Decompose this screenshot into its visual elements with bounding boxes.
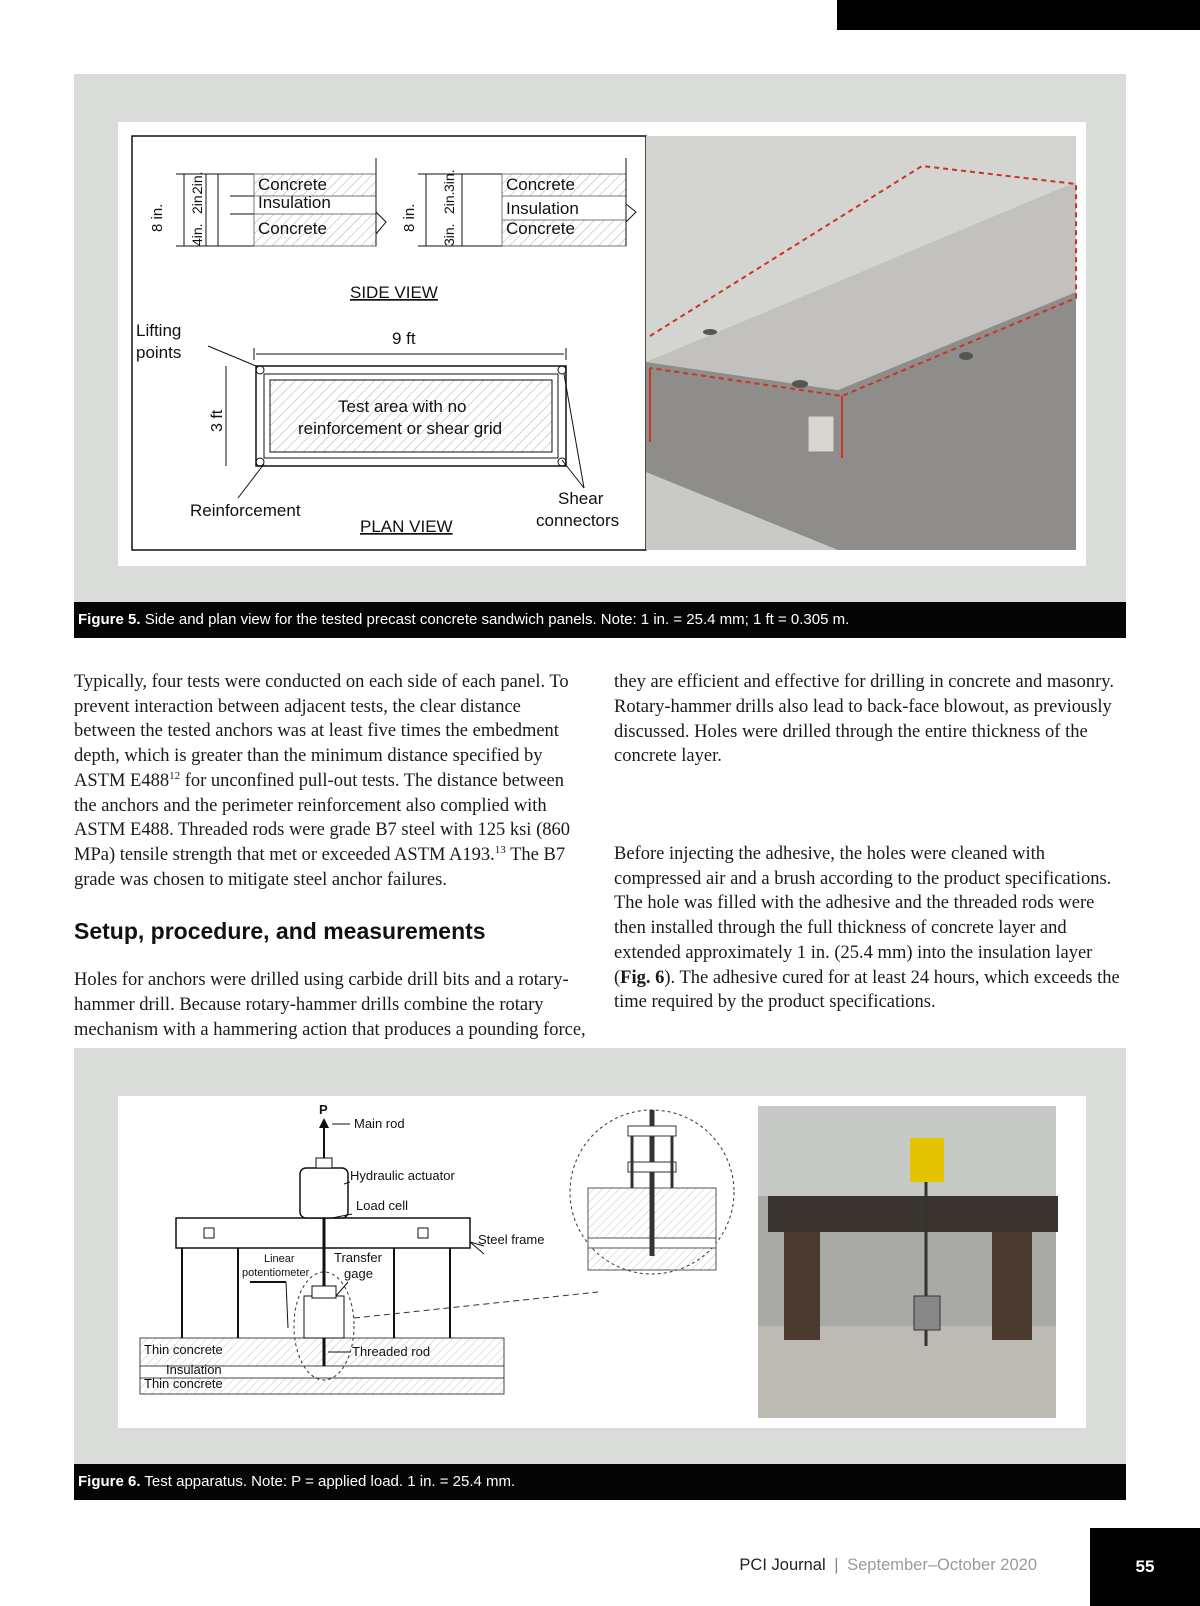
figure-5-image	[118, 122, 1086, 566]
label-load-cell: Load cell	[356, 1198, 409, 1213]
dim-3in-b: 3in.	[441, 169, 457, 192]
figure-6	[74, 1048, 1126, 1500]
label-concrete-2: Concrete	[258, 219, 327, 238]
dim-3in-a: 3in.	[441, 223, 457, 246]
page-footer	[739, 1556, 1037, 1575]
test-area-label-1: Test area with no	[338, 397, 467, 416]
label-main-rod: Main rod	[354, 1116, 405, 1131]
panel-photo	[646, 136, 1076, 550]
figure-6-caption	[74, 1464, 1126, 1500]
paragraph-3: Before injecting the adhesive, the holes were cleaned with compressed air and a brush according to the product specifications. The hole was filled with the adhesive and the threaded rods were then installed through the full thickness of concrete layer and extended approximately 1 in. (25.4 mm) into the insulation layer (Fig. 6). The adhesive cured for at least 24 hours, which exceeds the time required by the product specifications.	[614, 844, 1120, 1013]
figure-6-label: Figure 6.	[78, 1473, 141, 1490]
dim-8in-left: 8 in.	[149, 203, 166, 232]
label-steel-frame: Steel frame	[478, 1232, 545, 1247]
lifting-label-1: Lifting	[136, 321, 182, 340]
issue-date: September–October 2020	[847, 1556, 1037, 1574]
dim-4in: 4in.	[189, 223, 205, 246]
figure-5	[74, 74, 1126, 638]
label-thin-concrete-1: Thin concrete	[144, 1342, 223, 1357]
label-concrete-1: Concrete	[258, 175, 327, 194]
figure-6-caption-text: Test apparatus. Note: P = applied load. 1 in. = 25.4 mm.	[144, 1473, 516, 1490]
dim-2in-c: 2in.	[441, 191, 457, 214]
footer-separator: |	[834, 1556, 839, 1574]
label-concrete-3: Concrete	[506, 175, 575, 194]
lifting-label-2: points	[136, 343, 182, 362]
photo-actuator	[910, 1138, 944, 1182]
text-column-right	[614, 670, 1126, 1039]
label-transfer-1: Transfer	[334, 1250, 382, 1265]
label-transfer-2: gage	[344, 1266, 373, 1281]
figure-6-image	[118, 1096, 1086, 1428]
figure-5-caption	[74, 602, 1126, 638]
figure-5-caption-text: Side and plan view for the tested precast concrete sandwich panels. Note: 1 in. = 25.4 mm; 1 ft = 0.305 m.	[144, 611, 850, 628]
dim-8in-right: 8 in.	[401, 203, 418, 232]
shear-label-1: Shear	[558, 489, 604, 508]
label-insulation-1: Insulation	[258, 193, 331, 212]
section-heading: Setup, procedure, and measurements	[74, 918, 486, 945]
text-column-left	[74, 670, 586, 1065]
shear-label-2: connectors	[536, 511, 620, 530]
label-concrete-4: Concrete	[506, 219, 575, 238]
figure-6-drawing	[118, 1096, 1086, 1428]
paragraph-2-continued: they are efficient and effective for drilling in concrete and masonry. Rotary-hammer drills also lead to back-face blowout, as previously discussed. Holes were drilled through the entire thickness of the concrete layer.	[614, 672, 1114, 767]
label-hydraulic: Hydraulic actuator	[350, 1168, 455, 1183]
label-threaded-rod: Threaded rod	[352, 1344, 431, 1359]
dim-3ft: 3 ft	[209, 409, 226, 432]
dim-9ft: 9 ft	[392, 329, 416, 348]
label-linear-1: Linear	[264, 1253, 295, 1265]
plan-view-title: PLAN VIEW	[360, 517, 453, 536]
label-thin-concrete-2: Thin concrete	[144, 1376, 223, 1391]
page-number: 55	[1090, 1528, 1200, 1606]
apparatus-photo	[758, 1106, 1058, 1418]
reinforcement-label: Reinforcement	[190, 501, 301, 520]
paragraph-1: Typically, four tests were conducted on each side of each panel. To prevent interaction between adjacent tests, the clear distance between the tested anchors was at least five times the embedment depth, which is greater than the minimum distance specified by ASTM $E488^{12}$ for unconfined pull-out tests. The distance between the anchors and the perimeter reinforcement also complied with ASTM E488. Threaded rods were grade B7 steel with 125 ksi (860 MPa) tensile strength that met or exceeded ASTM A193.13 The B7 grade was chosen to mitigate steel anchor failures.	[74, 672, 570, 890]
figure-5-label: Figure 5.	[78, 611, 141, 628]
journal-name: PCI Journal	[739, 1556, 826, 1574]
dim-2in-b: 2in.	[189, 171, 205, 194]
figure-5-drawing	[118, 122, 1086, 566]
detail-circle-large	[570, 1110, 734, 1274]
label-p: P	[319, 1102, 328, 1117]
header-bar	[837, 0, 1200, 30]
paragraph-2: Holes for anchors were drilled using carbide drill bits and a rotary-hammer drill. Because rotary-hammer drills combine the rotary mechanism with a hammering action that produces a pounding force,	[74, 970, 586, 1040]
hydraulic-actuator	[300, 1168, 348, 1218]
photo-steel-beam	[768, 1196, 1058, 1232]
test-area-label-2: reinforcement or shear grid	[298, 419, 503, 438]
label-insulation: Insulation	[166, 1362, 222, 1377]
dim-2in-a: 2in.	[189, 191, 205, 214]
figure-6-reference[interactable]: Fig. 6	[620, 967, 665, 988]
side-view-title: SIDE VIEW	[350, 283, 438, 302]
label-insulation-2: Insulation	[506, 199, 579, 218]
label-linear-2: potentiometer	[242, 1267, 310, 1279]
